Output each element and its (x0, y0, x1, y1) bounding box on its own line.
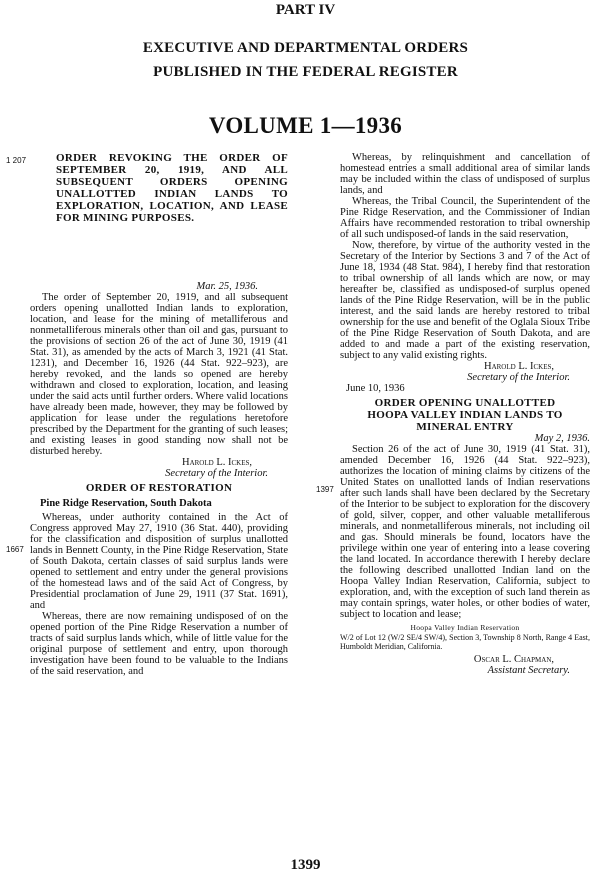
order3-title-line-2: HOOPA VALLEY INDIAN LANDS TO (367, 409, 563, 421)
order1-signer: Harold L. Ickes, (182, 457, 252, 468)
order3-date: May 2, 1936. (534, 433, 590, 444)
section-title-line-2: PUBLISHED IN THE FEDERAL REGISTER (153, 64, 458, 80)
order2-signer-title: Secretary of the Interior. (467, 372, 570, 383)
order3-title-line-1: ORDER OPENING UNALLOTTED (374, 397, 556, 409)
margin-ref-1: 1 207 (6, 156, 27, 165)
order3-signer-title: Assistant Secretary. (487, 665, 570, 676)
order2-paragraph-2: Whereas, there are now remaining undisposed of on the opened portion of the Pine Ridge Reservation a number of tracts of said surplus lands which, while of little value for the original purpose of settlement and entry, upon thorough investigation have been found to be valuable to the Indians of the said reservation, and (30, 611, 288, 677)
order2-paragraph-3: Whereas, by relinquishment and cancellation of homestead entries a small additional area of similar lands may be included within the class of undisposed of surplus lands, and (340, 152, 590, 196)
margin-ref-2: 1667 (6, 545, 24, 554)
part-heading: PART IV (275, 2, 336, 18)
volume-heading: VOLUME 1—1936 (208, 113, 403, 138)
land-description: W/2 of Lot 12 (W/2 SE/4 SW/4), Section 3, Township 8 North, Range 4 East, Humboldt Meridian, California. (340, 633, 590, 651)
order1-body: The order of September 20, 1919, and all subsequent orders opening unallotted Indian lands to exploration, location, and lease for the mining of metalliferous and nonmetalliferous minerals other than oil and gas, pursuant to the provisions of section 26 of the act of June 30, 1919 (41 Stat. 31), as amended by the acts of March 3, 1921 (41 Stat. 1231), and December 16, 1926 (44 Stat. 922–923), are hereby revoked, and the lands so opened are hereby withdrawn and closed to exploration, location, and leasing under the said acts until further orders. Where valid locations have already been made, however, they may be followed by application for lease under the regulations heretofore prescribed by the Department for the granting of such leases; and existing leases in good standing now shall not be disturbed hereby. (30, 292, 288, 457)
order1-title: ORDER REVOKING THE ORDER OF SEPTEMBER 20, 1919, AND ALL SUBSEQUENT ORDERS OPENING UNALLOTTED INDIAN LANDS TO EXPLORATION, LOCATION, AND LEASE FOR MINING PURPOSES. (56, 152, 288, 224)
order3-signer: Oscar L. Chapman, (473, 654, 554, 665)
reservation-label: Hoopa Valley Indian Reservation (410, 623, 520, 632)
right-column (340, 152, 590, 676)
order2-signer: Harold L. Ickes, (484, 361, 554, 372)
order3-title-line-3: MINERAL ENTRY (416, 421, 514, 433)
order2-subtitle: Pine Ridge Reservation, South Dakota (40, 498, 212, 509)
margin-ref-3: 1397 (316, 485, 334, 494)
section-title-line-1: EXECUTIVE AND DEPARTMENTAL ORDERS (142, 40, 469, 56)
left-column (30, 152, 288, 677)
order2-title: ORDER OF RESTORATION (85, 482, 233, 494)
order3-body: Section 26 of the act of June 30, 1919 (41 Stat. 31), amended December 16, 1926 (44 Stat. 922–923), authorizes the location of mining claims by citizens of the United States on unallotted lands of Indian reservations after such lands shall have been declared by the Secretary of the Interior to be subject to exploration for the discovery of gold, silver, copper, and other valuable metalliferous minerals, and nonmetalliferous minerals, not including oil and gas. Should minerals be found, locators have the privilege within one year of entering into a lease covering the land located. In accordance therewith I hereby declare the following described unallotted Indian land on the Hoopa Valley Indian Reservation, California, subject to exploration, and, with the exception of such land therein as may contain springs, water holes, or other bodies of water, subject to location and lease; (340, 444, 590, 620)
order1-signer-title: Secretary of the Interior. (165, 468, 268, 479)
order2-paragraph-5: Now, therefore, by virtue of the authority vested in the Secretary of the Interior by Sections 3 and 7 of the Act of June 18, 1934 (48 Stat. 984), I hereby find that restoration to tribal ownership of all lands which are now, or may hereafter be, classified as undisposed-of surplus opened lands of the Pine Ridge Reservation, will be in the public interest, and the said lands are hereby restored to tribal ownership for the use and benefit of the Oglala Sioux Tribe of the Pine Ridge Reservation of South Dakota, and are added to and made a part of the existing reservation, subject to any valid existing rights. (340, 240, 590, 361)
order2-paragraph-4: Whereas, the Tribal Council, the Superintendent of the Pine Ridge Reservation, and the Commissioner of Indian Affairs have recommended restoration to tribal ownership of all such undisposed-of lands in the said reservation, (340, 196, 590, 240)
order2-date: June 10, 1936 (346, 383, 405, 394)
page-number: 1399 (290, 857, 321, 873)
order2-paragraph-1: Whereas, under authority contained in the Act of Congress approved May 27, 1910 (36 Stat. 440), providing for the classification and disposition of surplus unallotted lands in Bennett County, in the Pine Ridge Reservation, State of South Dakota, certain classes of said surplus lands were opened to settlement and entry under the general provisions of the homestead laws and of the said Act of Congress, by Presidential proclamation of June 29, 1911 (37 Stat. 1691), and (30, 512, 288, 611)
order1-date: Mar. 25, 1936. (196, 281, 258, 292)
